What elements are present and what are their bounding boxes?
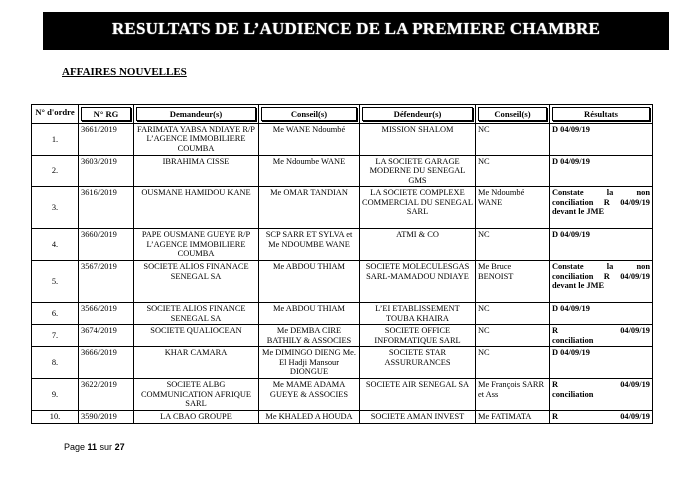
cell-demandeur: SOCIETE ALBG COMMUNICATION AFRIQUE SARL	[134, 379, 259, 411]
cell-demandeur: SOCIETE ALIOS FINANCE SENEGAL SA	[134, 303, 259, 325]
resultat-line: R 04/09/19	[552, 326, 650, 336]
cell-resultat: D 04/09/19	[550, 156, 653, 187]
table-row	[32, 347, 653, 379]
page-title: RESULTATS DE L’AUDIENCE DE LA PREMIERE CHAMBRE	[111, 19, 601, 38]
footer-page-number: 11	[87, 442, 98, 452]
cell-ordre: 7.	[32, 325, 79, 347]
cell-defendeur: MISSION SHALOM	[360, 124, 476, 156]
col-header-conseil: Conseil(s)	[259, 105, 360, 124]
cell-resultat: D 04/09/19	[550, 303, 653, 325]
col-header-defendeur: Défendeur(s)	[360, 105, 476, 124]
col-header-resultats: Résultats	[550, 105, 653, 124]
table-row	[32, 124, 653, 156]
cell-demandeur: SOCIETE ALIOS FINANACE SENEGAL SA	[134, 261, 259, 303]
cell-rg: 3616/2019	[79, 187, 134, 229]
cell-defendeur: SOCIETE AIR SENEGAL SA	[360, 379, 476, 411]
cell-ordre: 1.	[32, 124, 79, 156]
cell-ordre: 4.	[32, 229, 79, 261]
cell-rg: 3661/2019	[79, 124, 134, 156]
cell-conseil-defense: NC	[476, 325, 550, 347]
cell-rg: 3567/2019	[79, 261, 134, 303]
cell-conseil: Me OMAR TANDIAN	[259, 187, 360, 229]
resultat-line: R 04/09/19	[552, 380, 650, 390]
cell-conseil: Me ABDOU THIAM	[259, 303, 360, 325]
cell-ordre: 3.	[32, 187, 79, 229]
cell-conseil: Me WANE Ndoumbé	[259, 124, 360, 156]
cell-conseil-defense: NC	[476, 303, 550, 325]
page-footer	[64, 442, 125, 452]
section-heading: AFFAIRES NOUVELLES	[62, 66, 187, 78]
cell-defendeur: SOCIETE MOLECULESGAS SARL-MAMADOU NDIAYE	[360, 261, 476, 303]
cell-rg: 3622/2019	[79, 379, 134, 411]
cell-demandeur: KHAR CAMARA	[134, 347, 259, 379]
cell-demandeur: OUSMANE HAMIDOU KANE	[134, 187, 259, 229]
cell-demandeur: PAPE OUSMANE GUEYE R/P L’AGENCE IMMOBILIERE COUMBA	[134, 229, 259, 261]
cell-ordre: 2.	[32, 156, 79, 187]
cell-conseil: Me Ndoumbe WANE	[259, 156, 360, 187]
results-table	[31, 104, 653, 424]
cell-conseil: Me MAME ADAMA GUEYE & ASSOCIES	[259, 379, 360, 411]
col-header-ordre: N° d'ordre	[32, 105, 79, 124]
cell-defendeur: LA SOCIETE GARAGE MODERNE DU SENEGAL GMS	[360, 156, 476, 187]
cell-conseil-defense: NC	[476, 124, 550, 156]
cell-conseil-defense: Me Bruce BENOIST	[476, 261, 550, 303]
table-row	[32, 379, 653, 411]
resultat-line: conciliation	[552, 389, 594, 399]
resultat-line: R 04/09/19	[552, 412, 650, 422]
cell-rg: 3566/2019	[79, 303, 134, 325]
cell-resultat: Constate la non conciliation R 04/09/19 devant le JME	[550, 187, 653, 229]
cell-resultat	[550, 325, 653, 347]
footer-page-total: 27	[114, 442, 125, 452]
col-header-rg: N° RG	[79, 105, 134, 124]
table-row	[32, 261, 653, 303]
cell-conseil-defense: NC	[476, 347, 550, 379]
cell-ordre: 5.	[32, 261, 79, 303]
cell-defendeur: SOCIETE STAR ASSURURANCES	[360, 347, 476, 379]
table-header-row	[32, 105, 653, 124]
resultat-line: conciliation	[552, 335, 594, 345]
cell-conseil: SCP SARR ET SYLVA et Me NDOUMBE WANE	[259, 229, 360, 261]
cell-rg: 3590/2019	[79, 411, 134, 423]
cell-ordre: 6.	[32, 303, 79, 325]
cell-demandeur: FARIMATA YABSA NDIAYE R/P L’AGENCE IMMOBILIERE COUMBA	[134, 124, 259, 156]
cell-conseil: Me ABDOU THIAM	[259, 261, 360, 303]
cell-rg: 3603/2019	[79, 156, 134, 187]
page-title-banner	[43, 12, 669, 50]
col-header-conseil-defense: Conseil(s)	[476, 105, 550, 124]
cell-demandeur: SOCIETE QUALIOCEAN	[134, 325, 259, 347]
cell-resultat: D 04/09/19	[550, 347, 653, 379]
cell-conseil: Me DEMBA CIRE BATHILY & ASSOCIES	[259, 325, 360, 347]
cell-demandeur: IBRAHIMA CISSE	[134, 156, 259, 187]
cell-ordre: 9.	[32, 379, 79, 411]
footer-separator: sur	[97, 442, 115, 452]
col-header-demandeur: Demandeur(s)	[134, 105, 259, 124]
cell-resultat: Constate la non conciliation R 04/09/19 devant le JME	[550, 261, 653, 303]
cell-ordre: 8.	[32, 347, 79, 379]
cell-rg: 3660/2019	[79, 229, 134, 261]
table-row	[32, 303, 653, 325]
cell-conseil-defense: Me FATIMATA	[476, 411, 550, 423]
cell-defendeur: SOCIETE AMAN INVEST	[360, 411, 476, 423]
cell-rg: 3666/2019	[79, 347, 134, 379]
cell-defendeur: SOCIETE OFFICE INFORMATIQUE SARL	[360, 325, 476, 347]
cell-conseil-defense: NC	[476, 156, 550, 187]
footer-prefix: Page	[64, 442, 88, 452]
table-row	[32, 187, 653, 229]
cell-resultat: D 04/09/19	[550, 229, 653, 261]
cell-defendeur: ATMI & CO	[360, 229, 476, 261]
cell-conseil: Me KHALED A HOUDA	[259, 411, 360, 423]
cell-defendeur: L’EI ETABLISSEMENT TOUBA KHAIRA	[360, 303, 476, 325]
table-row	[32, 156, 653, 187]
table-row	[32, 229, 653, 261]
cell-rg: 3674/2019	[79, 325, 134, 347]
cell-conseil: Me DIMINGO DIENG Me. El Hadji Mansour DIONGUE	[259, 347, 360, 379]
cell-conseil-defense: NC	[476, 229, 550, 261]
cell-demandeur: LA CBAO GROUPE	[134, 411, 259, 423]
cell-resultat	[550, 411, 653, 423]
cell-defendeur: LA SOCIETE COMPLEXE COMMERCIAL DU SENEGAL SARL	[360, 187, 476, 229]
cell-resultat: D 04/09/19	[550, 124, 653, 156]
table-row	[32, 325, 653, 347]
cell-conseil-defense: Me François SARR et Ass	[476, 379, 550, 411]
table-row	[32, 411, 653, 423]
cell-conseil-defense: Me Ndoumbé WANE	[476, 187, 550, 229]
cell-resultat	[550, 379, 653, 411]
cell-ordre: 10.	[32, 411, 79, 423]
